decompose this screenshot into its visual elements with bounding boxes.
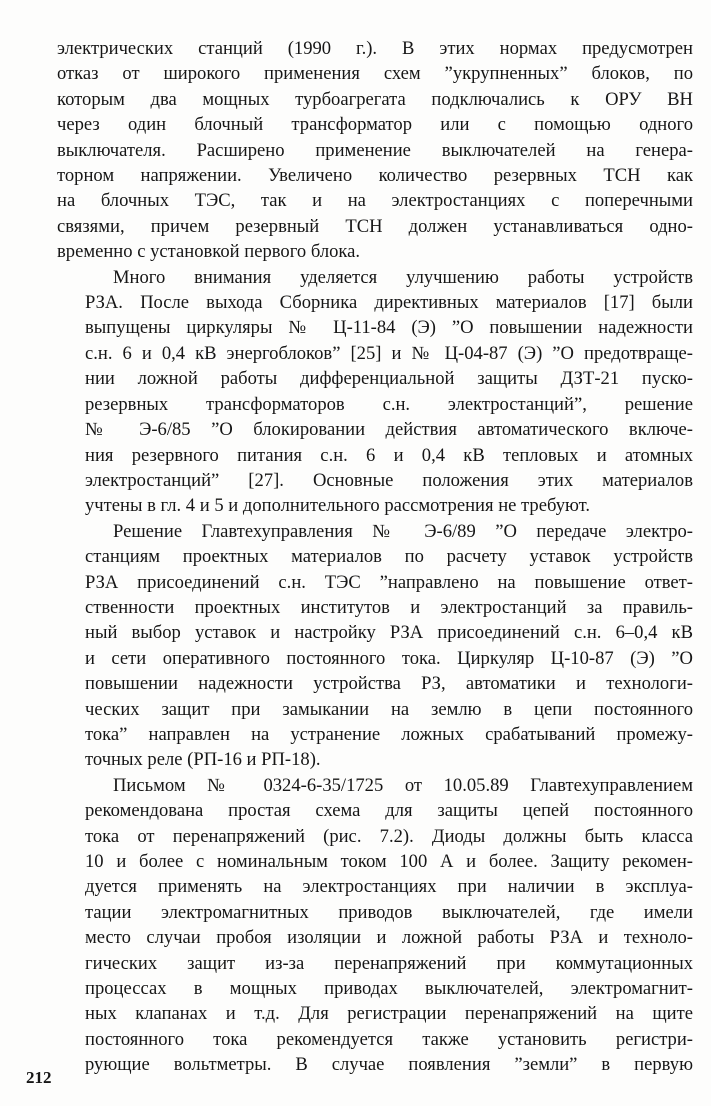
- text-line: выключателя. Расширено применение выключателей на генера-: [57, 139, 693, 161]
- text-line: процессах в мощных приводах выключателей, электромагнит-: [85, 978, 693, 1000]
- text-line: Много внимания уделяется улучшению работы устройств: [113, 266, 693, 288]
- text-line: постоянного тока рекомендуется также установить регистри-: [85, 1028, 693, 1050]
- text-line: рующие вольтметры. В случае появления ”земли” в первую: [85, 1054, 693, 1076]
- text-line: рекомендована простая схема для защиты цепей постоянного: [85, 800, 693, 822]
- text-line: ния резервного питания с.н. 6 и 0,4 кВ тепловых и атомных: [85, 444, 693, 466]
- paragraph: [57, 265, 693, 519]
- text-line: и сети оперативного постоянного тока. Циркуляр Ц-10-87 (Э) ”О: [85, 647, 693, 669]
- body-text: [57, 36, 693, 1078]
- text-line: повышении надежности устройства РЗ, автоматики и технологи-: [85, 673, 693, 695]
- text-line: выпущены циркуляры № Ц-11-84 (Э) ”О повышении надежности: [85, 317, 693, 339]
- text-line: торном напряжении. Увеличено количество резервных ТСН как: [57, 165, 693, 187]
- text-line: через один блочный трансформатор или с помощью одного: [57, 114, 693, 136]
- text-line: тации электромагнитных приводов выключателей, где имели: [85, 901, 693, 923]
- text-line: Письмом № 0324-6-35/1725 от 10.05.89 Главтехуправлением: [113, 774, 693, 796]
- text-line: № Э-6/85 ”О блокировании действия автоматического включе-: [85, 419, 693, 441]
- text-line: 10 и более с номинальным током 100 А и более. Защиту рекомен-: [85, 851, 693, 872]
- text-line: тока” направлен на устранение ложных срабатываний промежу-: [85, 723, 693, 745]
- text-line: ных клапанах и т.д. Для регистрации перенапряжений на щите: [85, 1003, 693, 1025]
- text-line: электростанций” [27]. Основные положения этих материалов: [85, 469, 693, 491]
- text-line: связями, причем резервный ТСН должен устанавливаться одно-: [57, 215, 693, 237]
- text-line: РЗА. После выхода Сборника директивных материалов [17] были: [85, 292, 693, 314]
- text-line: Решение Главтехуправления № Э-6/89 ”О передаче электро-: [113, 520, 693, 542]
- text-line: РЗА присоединений с.н. ТЭС ”направлено на повышение ответ-: [85, 571, 693, 593]
- text-line: отказ от широкого применения схем ”укрупненных” блоков, по: [57, 63, 693, 85]
- text-line: ственности проектных институтов и электростанций за правиль-: [85, 596, 693, 618]
- paragraph: [57, 519, 693, 773]
- text-line: учтены в гл. 4 и 5 и дополнительного рассмотрения не требуют.: [85, 495, 591, 517]
- paragraph: [57, 36, 693, 265]
- text-line: станциям проектных материалов по расчету уставок устройств: [85, 546, 693, 568]
- text-line: ный выбор уставок и настройку РЗА присоединений с.н. 6–0,4 кВ: [85, 622, 693, 644]
- text-line: точных реле (РП-16 и РП-18).: [85, 749, 321, 771]
- page-number: 212: [26, 1068, 52, 1087]
- text-line: которым два мощных турбоагрегата подключались к ОРУ ВН: [57, 88, 693, 110]
- text-line: электрических станций (1990 г.). В этих нормах предусмотрен: [57, 38, 693, 59]
- text-line: резервных трансформаторов с.н. электростанций”, решение: [85, 393, 693, 415]
- text-line: тока от перенапряжений (рис. 7.2). Диоды должны быть класса: [85, 825, 693, 847]
- paragraph: [57, 773, 693, 1078]
- text-line: место случаи пробоя изоляции и ложной работы РЗА и техноло-: [85, 927, 693, 949]
- text-line: дуется применять на электростанциях при наличии в эксплуа-: [85, 876, 693, 898]
- text-line: с.н. 6 и 0,4 кВ энергоблоков” [25] и № Ц-04-87 (Э) ”О предотвраще-: [85, 342, 693, 364]
- text-line: нии ложной работы дифференциальной защиты ДЗТ-21 пуско-: [85, 368, 693, 390]
- text-line: на блочных ТЭС, так и на электростанциях с поперечными: [57, 190, 693, 212]
- text-line: гических защит из-за перенапряжений при коммутационных: [85, 952, 693, 974]
- text-line: временно с установкой первого блока.: [57, 241, 361, 263]
- text-line: ческих защит при замыкании на землю в цепи постоянного: [85, 698, 693, 720]
